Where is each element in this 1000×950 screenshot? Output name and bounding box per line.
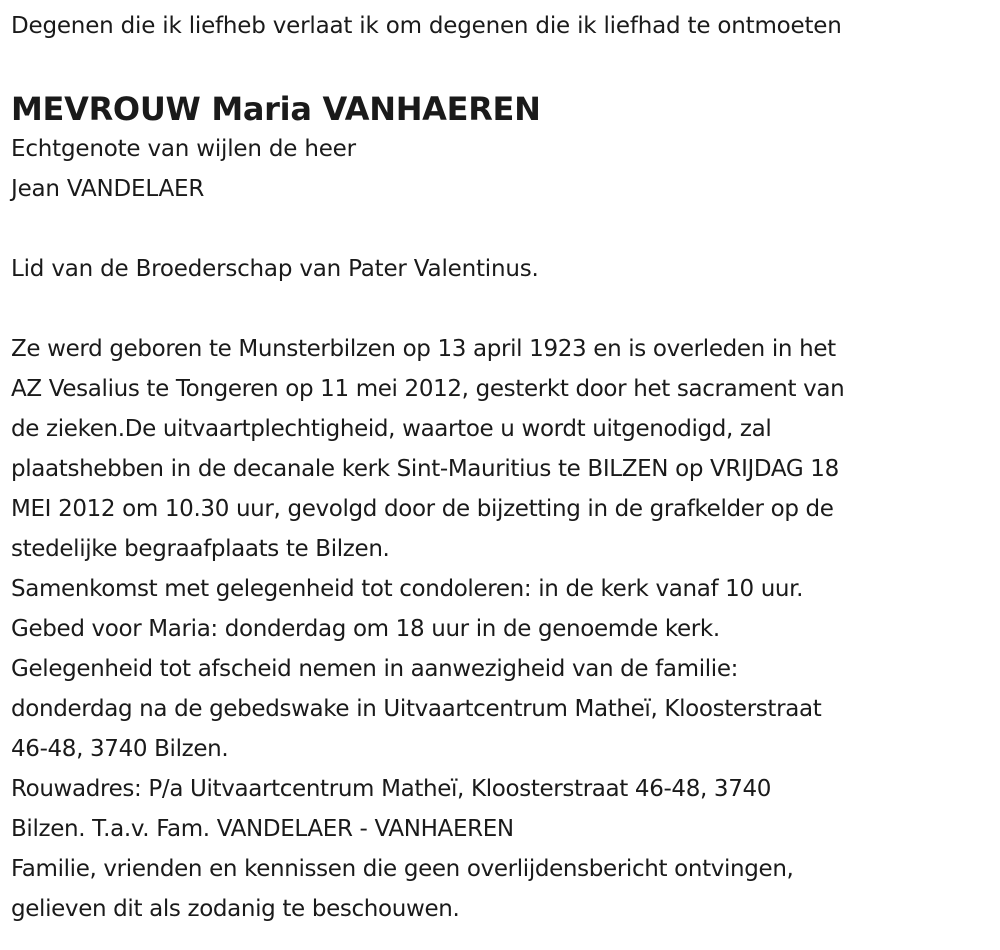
- body-line: Ze werd geboren te Munsterbilzen op 13 april 1923 en is overleden in het: [11, 336, 836, 362]
- body-line: Rouwadres: P/a Uitvaartcentrum Matheï, Kloosterstraat 46-48, 3740: [11, 776, 772, 802]
- body-line: MEI 2012 om 10.30 uur, gevolgd door de bijzetting in de grafkelder op de: [11, 496, 834, 522]
- spacer: [11, 289, 991, 329]
- body-line: Bilzen. T.a.v. Fam. VANDELAER - VANHAEREN: [11, 816, 514, 842]
- body-line: AZ Vesalius te Tongeren op 11 mei 2012, gesterkt door het sacrament van: [11, 376, 845, 402]
- spouse-line-1: Echtgenote van wijlen de heer: [11, 136, 356, 162]
- opening-quote: Degenen die ik liefheb verlaat ik om degenen die ik liefhad te ontmoeten: [11, 13, 842, 39]
- body-line: gelieven dit als zodanig te beschouwen.: [11, 896, 460, 922]
- body-line: Familie, vrienden en kennissen die geen overlijdensbericht ontvingen,: [11, 856, 794, 882]
- spacer: [11, 209, 991, 249]
- body-line: Gebed voor Maria: donderdag om 18 uur in de genoemde kerk.: [11, 616, 720, 642]
- body-line: de zieken.De uitvaartplechtigheid, waartoe u wordt uitgenodigd, zal: [11, 416, 772, 442]
- body-line: stedelijke begraafplaats te Bilzen.: [11, 536, 390, 562]
- body-line: donderdag na de gebedswake in Uitvaartcentrum Matheï, Kloosterstraat: [11, 696, 822, 722]
- spouse-line-2: Jean VANDELAER: [11, 176, 205, 202]
- body-line: Gelegenheid tot afscheid nemen in aanwezigheid van de familie:: [11, 656, 739, 682]
- body-line: 46-48, 3740 Bilzen.: [11, 736, 229, 762]
- body-line: Samenkomst met gelegenheid tot condoleren: in de kerk vanaf 10 uur.: [11, 576, 804, 602]
- obituary-body: [11, 329, 991, 929]
- body-line: plaatshebben in de decanale kerk Sint-Mauritius te BILZEN op VRIJDAG 18: [11, 456, 839, 482]
- membership-text: Lid van de Broederschap van Pater Valentinus.: [11, 256, 539, 282]
- deceased-name: MEVROUW Maria VANHAEREN: [11, 90, 541, 128]
- obituary-notice: [11, 0, 991, 929]
